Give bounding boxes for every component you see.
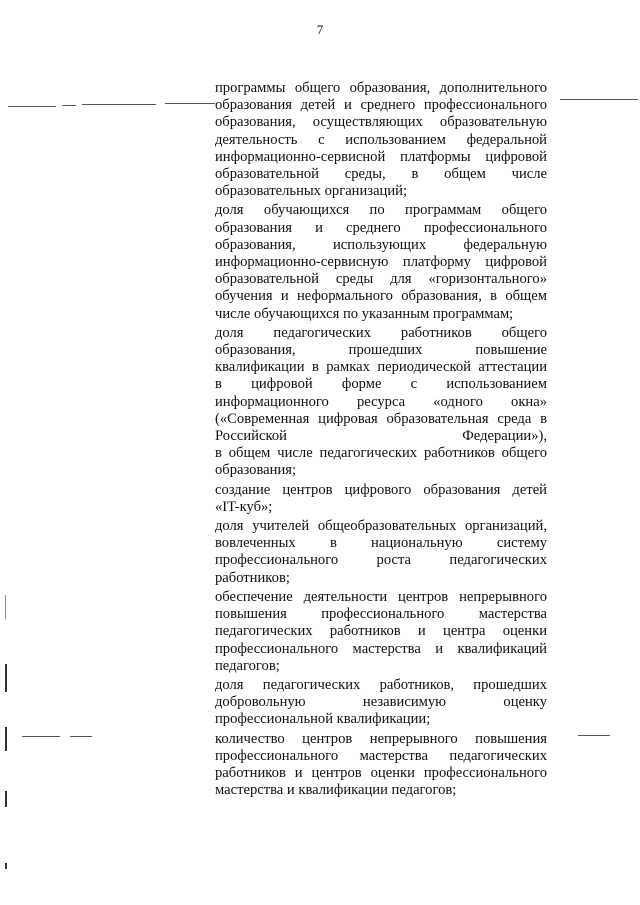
scan-artifact-line [165,103,215,104]
scan-artifact-line [70,736,92,737]
scan-artifact-line [82,104,156,105]
scan-artifact-line [578,735,610,736]
text-line: обучения и неформального образования, в общем [215,288,547,305]
page-number: 7 [316,22,324,37]
text-line: «IT-куб»; [215,498,273,515]
scan-artifact-line [22,736,60,737]
text-line: педагогов; [215,657,280,674]
scan-artifact-line [62,105,76,106]
text-line: педагогических работников и центра оценки [215,623,547,640]
scan-artifact-mark [5,664,7,692]
paragraph [215,482,547,516]
scan-artifact-line [560,99,638,100]
text-line: образования, осуществляющих образовательную [215,114,547,131]
text-line: работников; [215,569,290,586]
text-line: информационного ресурса «одного окна» [215,393,547,410]
text-line: информационно-сервисной платформы цифровой [215,148,547,165]
text-line: профессионального мастерства и квалификаций [215,640,547,657]
text-line: мастерства и квалификации педагогов; [215,782,457,799]
text-line: создание центров цифрового образования детей [215,481,547,498]
text-line: работников и центров оценки профессионального [215,764,547,781]
paragraph [215,202,547,322]
text-line: в общем числе педагогических работников общего [215,445,547,462]
text-line: программы общего образования, дополнительного [215,80,547,96]
text-line: («Современная цифровая образовательная среда в [215,410,547,427]
text-line: доля обучающихся по программам общего [215,202,547,219]
text-line: числе обучающихся по указанным программам; [215,305,514,322]
text-line: доля учителей общеобразовательных организаций, [215,518,547,535]
text-line: количество центров непрерывного повышения [215,730,547,747]
text-line: в цифровой форме с использованием [215,376,547,393]
paragraph [215,518,547,587]
text-line: образовательной среды для «горизонтального» [215,271,547,288]
paragraph [215,589,547,675]
text-line: образовательной среды, в общем числе [215,166,547,183]
text-line: образования, прошедших повышение [215,342,547,359]
paragraph [215,677,547,729]
text-line: доля педагогических работников, прошедших [215,676,547,693]
paragraph [215,80,547,200]
text-line: добровольную независимую оценку [215,694,547,711]
scan-artifact-mark [5,863,7,869]
text-line: профессионального роста педагогических [215,552,547,569]
text-line: образования и среднего профессионального [215,219,547,236]
text-line: доля педагогических работников общего [215,324,547,341]
text-line: деятельность с использованием федеральной [215,131,547,148]
scan-artifact-line [8,106,56,107]
text-line: образования, использующих федеральную [215,236,547,253]
text-line: вовлеченных в национальную систему [215,535,547,552]
body-text [215,80,547,801]
text-line: образования; [215,462,297,479]
paragraph [215,325,547,480]
text-line: профессионального мастерства педагогических [215,747,547,764]
scan-artifact-mark [5,727,7,751]
text-line: повышения профессионального мастерства [215,606,547,623]
text-line: обеспечение деятельности центров непрерывного [215,588,547,605]
paragraph [215,731,547,800]
scan-artifact-mark [5,791,7,807]
text-line: Российской Федерации»), [215,428,547,445]
text-line: информационно-сервисную платформу цифровой [215,254,547,271]
text-line: профессиональной квалификации; [215,711,431,728]
text-line: образовательных организаций; [215,183,408,200]
text-line: квалификации в рамках периодической аттестации [215,359,547,376]
text-line: образования детей и среднего профессионального [215,97,547,114]
scan-artifact-mark [5,595,6,619]
